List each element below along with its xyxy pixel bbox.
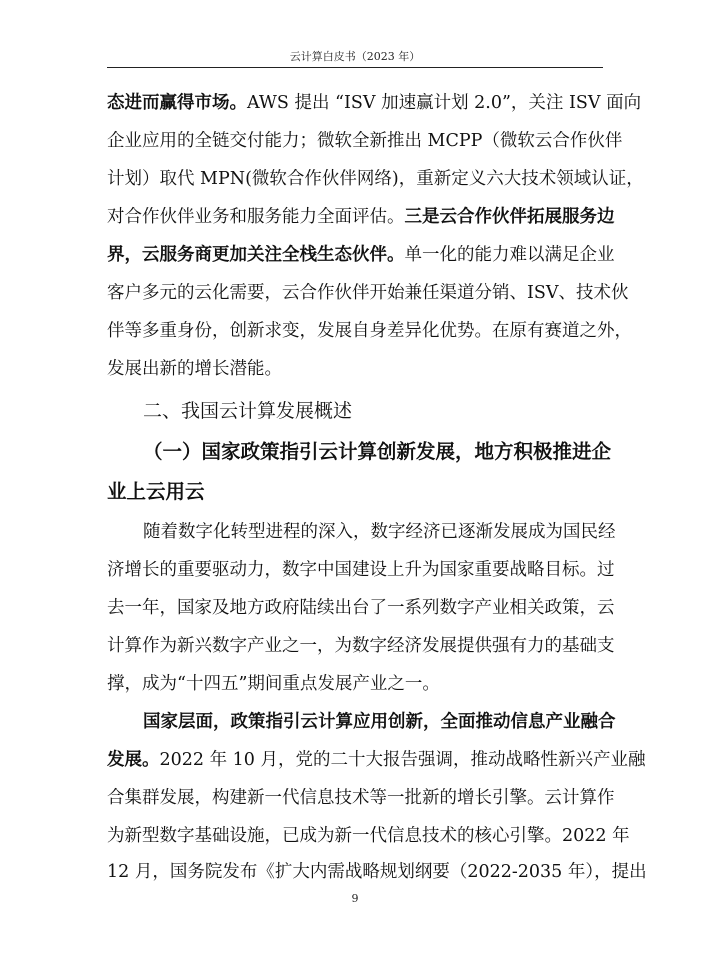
paragraph-line-bold: 国家层面，政策指引云计算应用创新，全面推动信息产业融合	[143, 712, 616, 732]
paragraph-line: 客户多元的云化需要，云合作伙伴开始兼任渠道分销、ISV、技术伙	[107, 283, 629, 303]
paragraph-line: 济增长的重要驱动力，数字中国建设上升为国家重要战略目标。过	[107, 560, 615, 580]
bold-text: 态进而赢得市场。	[107, 93, 247, 113]
paragraph-line: 合集群发展，构建新一代信息技术等一批新的增长引擎。云计算作	[107, 788, 615, 808]
paragraph-line: 去一年，国家及地方政府陆续出台了一系列数字产业相关政策，云	[107, 598, 615, 618]
body-text: 单一化的能力难以满足企业	[404, 245, 615, 265]
bold-text: 界，云服务商更加关注全栈生态伙伴。	[107, 245, 405, 265]
body-text: 2022 年 10 月，党的二十大报告强调，推动战略性新兴产业融	[159, 750, 646, 770]
paragraph-line: 随着数字化转型进程的深入，数字经济已逐渐发展成为国民经	[143, 522, 616, 542]
subsection-heading: （一）国家政策指引云计算创新发展，地方积极推进企	[143, 440, 612, 463]
paragraph-line: 发展出新的增长潜能。	[107, 359, 282, 379]
paragraph-line: 撑，成为“十四五”期间重点发展产业之一。	[107, 674, 440, 694]
bold-text: 发展。	[107, 750, 160, 770]
paragraph-line	[107, 202, 615, 232]
bold-text: 三是云合作伙伴拓展服务边	[404, 207, 615, 227]
paragraph-line: 伴等多重身份，创新求变，发展自身差异化优势。在原有赛道之外，	[107, 321, 632, 341]
subsection-heading-continued: 业上云用云	[107, 480, 205, 503]
paragraph-line	[107, 88, 642, 118]
paragraph-line	[107, 240, 615, 270]
section-heading: 二、我国云计算发展概述	[143, 400, 353, 422]
paragraph-line	[107, 745, 646, 775]
paragraph-line: 企业应用的全链交付能力；微软全新推出 MCPP（微软云合作伙伴	[107, 131, 623, 151]
page-number: 9	[351, 892, 359, 905]
running-header: 云计算白皮书（2023 年）	[289, 50, 421, 63]
header-divider	[107, 67, 603, 68]
body-text: 对合作伙伴业务和服务能力全面评估。	[107, 207, 405, 227]
paragraph-line: 计划）取代 MPN(微软合作伙伴网络)，重新定义六大技术领域认证，	[107, 169, 644, 189]
paragraph-line: 12 月，国务院发布《扩大内需战略规划纲要（2022-2035 年），提出	[107, 862, 647, 882]
paragraph-line: 计算作为新兴数字产业之一，为数字经济发展提供强有力的基础支	[107, 636, 615, 656]
paragraph-line: 为新型数字基础设施，已成为新一代信息技术的核心引擎。2022 年	[107, 826, 630, 846]
body-text: AWS 提出 “ISV 加速赢计划 2.0”，关注 ISV 面向	[247, 93, 642, 113]
